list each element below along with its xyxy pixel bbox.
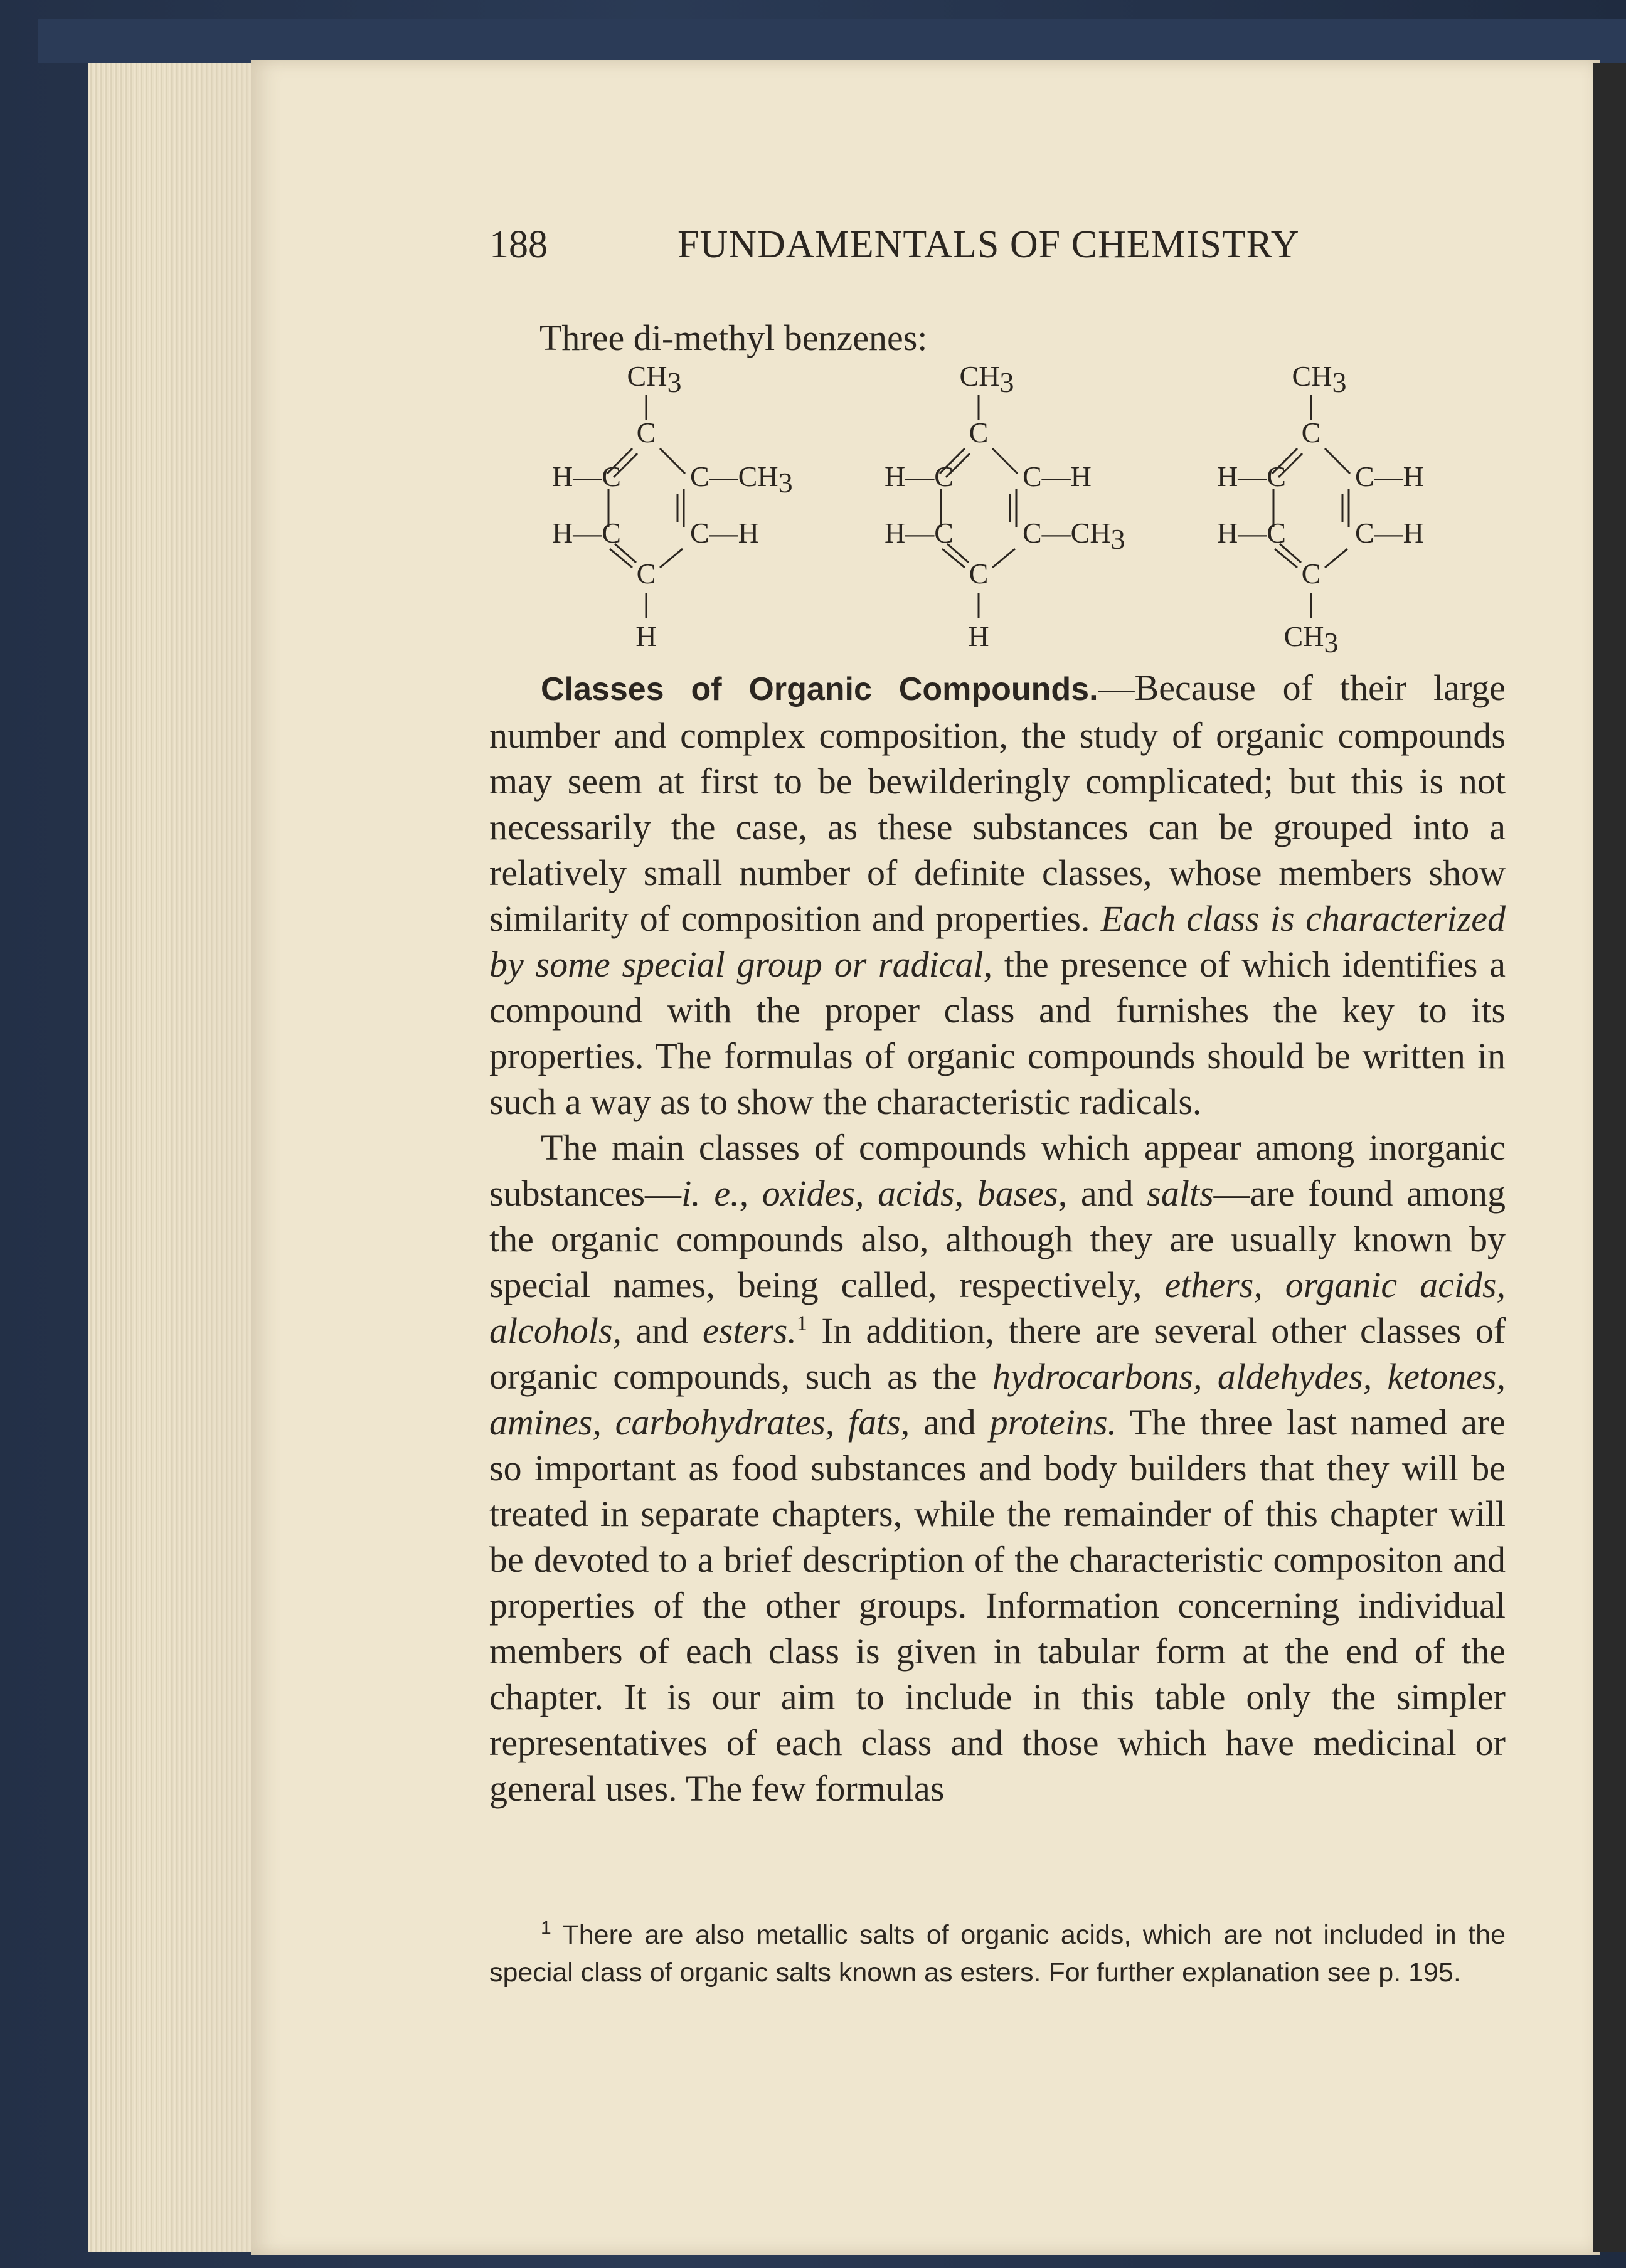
formula-1-right-upper: C—CH3 <box>690 460 793 499</box>
formula-2 <box>885 361 1125 652</box>
formula-1-left-lower: H—C <box>552 517 621 549</box>
body-text <box>489 665 1506 1811</box>
running-head <box>489 223 1317 273</box>
footnote <box>489 1916 1506 1991</box>
footnote-text: $^1$ There are also metallic salts of organic acids, which are not included in the special class of organic salts known as esters. For further explanation see p. 195. <box>489 1917 1506 1988</box>
paragraph-main-classes: The main classes of compounds which appear among inorganic substances—i. e., oxides, acids, bases, and salts—are found among the organic compounds also, although they are usually known by special names, being called, respectively, ethers, organic acids, alcohols, and esters.$^1$ In addition, there are several other classes of organic compounds, such as the hydrocarbons, aldehydes, ketones, amines, carbohydrates, fats, and proteins. The three last named are so important as food substances and body builders that they will be treated in separate chapters, while the remainder of this chapter will be devoted to a brief description of the characteristic compositon and properties of the other groups. Information concerning individual members of each class is given in tabular form at the end of the chapter. It is our aim to include in this table only the simpler representatives of each class and those which have medicinal or general uses. The few formulas <box>489 1127 1506 1809</box>
page-number: 188 <box>489 223 548 266</box>
formula-2-right-upper: C—H <box>1023 460 1092 492</box>
running-title: FUNDAMENTALS OF CHEMISTRY <box>678 223 1300 266</box>
formula-1-bottom: H <box>635 620 657 652</box>
footnote-mark: 1 <box>541 1917 551 1939</box>
paragraph-classes: Classes of Organic Compounds.—Because of their large number and complex composition, the study of organic compounds may seem at first to be bewilderingly complicated; but this is not necessarily the case, as these substances can be grouped into a relatively small number of definite classes, whose members show similarity of composition and properties. Each class is characterized by some special group or radical, the presence of which identifies a compound with the proper class and furnishes the key to its properties. The formulas of organic compounds should be written in such a way as to show the characteristic radicals. <box>489 667 1506 1122</box>
formula-3-ring-bottom: C <box>1301 558 1321 590</box>
formula-3 <box>1217 361 1424 655</box>
formula-3-right-lower: C—H <box>1355 517 1424 549</box>
formula-1-top: CH3 <box>627 361 682 398</box>
formula-2-top: CH3 <box>959 361 1014 398</box>
formula-2-ring-bottom: C <box>969 558 989 590</box>
formula-1 <box>552 361 793 652</box>
page-edges <box>88 63 263 2252</box>
footnote-reference[interactable]: 1 <box>796 1312 807 1335</box>
formula-2-right-lower: C—CH3 <box>1023 517 1125 555</box>
book-gutter <box>1593 63 1626 2252</box>
formula-2-bottom: H <box>968 620 989 652</box>
formula-3-left-lower: H—C <box>1217 517 1286 549</box>
formula-intro: Three di-methyl benzenes: <box>539 317 928 358</box>
formula-1-ring-bottom: C <box>636 558 656 590</box>
formula-3-right-upper: C—H <box>1355 460 1424 492</box>
formula-2-ring-top: C <box>969 416 989 448</box>
formula-3-top: CH3 <box>1292 361 1347 398</box>
formula-2-left-upper: H—C <box>885 460 954 492</box>
formula-3-left-upper: H—C <box>1217 460 1286 492</box>
cover-top-edge <box>38 19 1626 63</box>
formula-1-ring-top: C <box>636 416 656 448</box>
dimethyl-benzene-formulas <box>552 361 1506 655</box>
formula-3-ring-top: C <box>1301 416 1321 448</box>
formula-2-left-lower: H—C <box>885 517 954 549</box>
formula-1-left-upper: H—C <box>552 460 621 492</box>
section-heading: Classes of Organic Compounds. <box>541 671 1098 707</box>
formula-1-right-lower: C—H <box>690 517 759 549</box>
formula-3-bottom: CH3 <box>1283 620 1339 655</box>
